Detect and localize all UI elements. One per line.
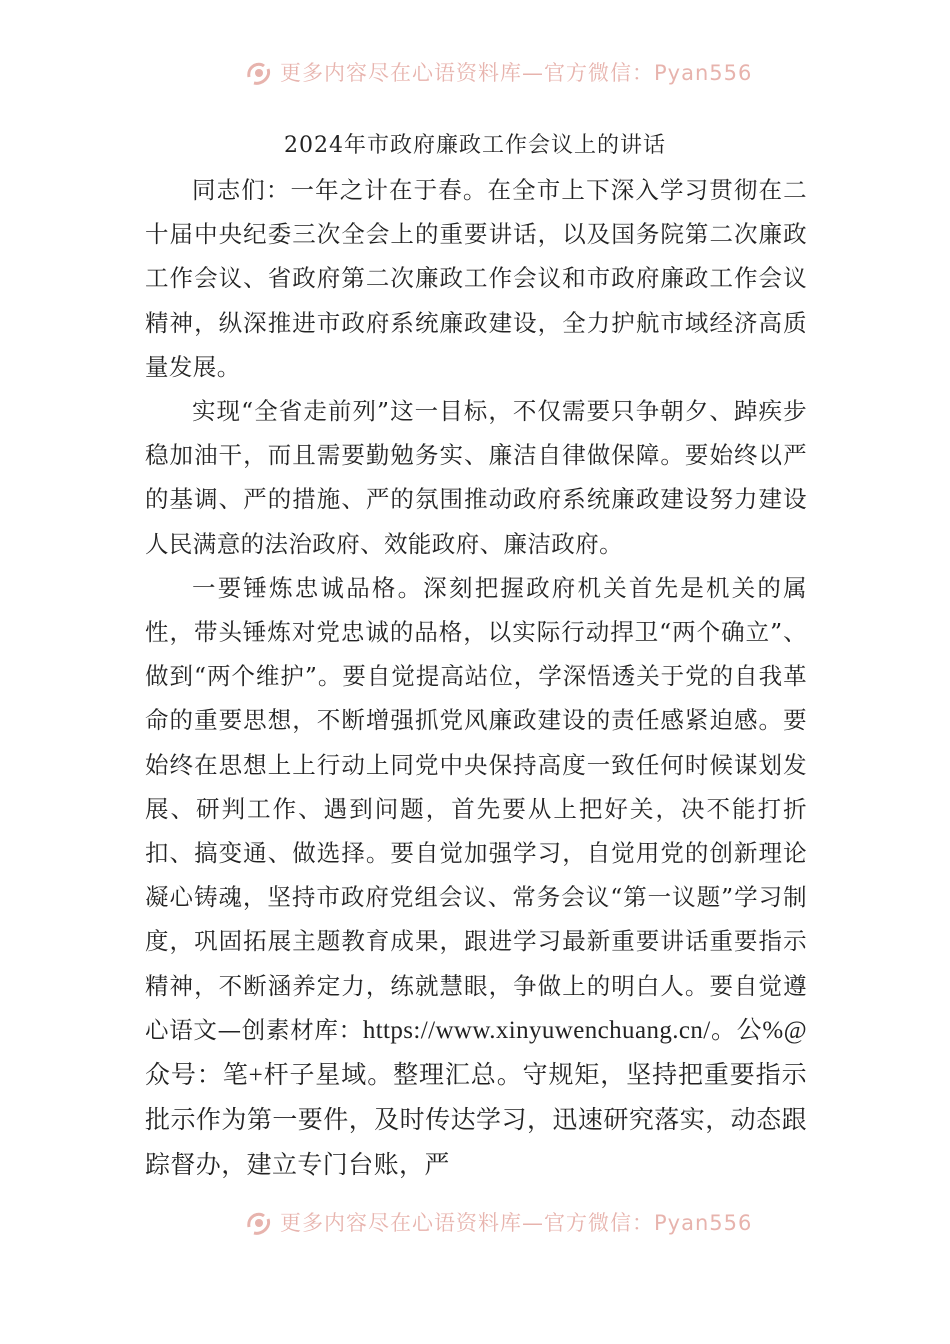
paragraph: 同志们：一年之计在于春。在全市上下深入学习贯彻在二十届中央纪委三次全会上的重要讲话，以及国务院第二次廉政工作会议、省政府第二次廉政工作会议和市政府廉政工作会议精神，纵深推进市政府系统廉政建设，全力护航市域经济高质量发展。 <box>145 176 807 381</box>
watermark-text: 更多内容尽在心语资料库—官方微信：Pyan556 <box>280 1211 753 1235</box>
watermark-content <box>244 56 752 88</box>
paragraph-url-text: https://www.xinyuwenchuang.cn/。公%@众号：笔+杆子星域。整理汇总。守规矩，坚持把重要指示批示作为第一要件，及时传达学习，迅速研究落实，动态跟踪督办，建立专门台账，严 <box>145 1016 807 1180</box>
watermark-text: 更多内容尽在心语资料库—官方微信：Pyan556 <box>280 61 753 85</box>
logo-icon <box>244 1207 274 1237</box>
paragraph <box>145 566 807 1189</box>
document-body <box>145 168 807 1189</box>
logo-icon <box>244 57 274 87</box>
document-title: 2024年市政府廉政工作会议上的讲话 <box>284 133 666 158</box>
paragraph-text: 一要锤炼忠诚品格。深刻把握政府机关首先是机关的属性，带头锤炼对党忠诚的品格，以实际行动捍卫“两个确立”、做到“两个维护”。要自觉提高站位，学深悟透关于党的自我革命的重要思想，不断增强抓党风廉政建设的责任感紧迫感。要始终在思想上上行动上同党中央保持高度一致任何时候谋划发展、研判工作、遇到问题，首先要从上把好关，决不能打折扣、搞变通、做选择。要自觉加强学习，自觉用党的创新理论凝心铸魂，坚持市政府党组会议、常务会议“第一议题”学习制度，巩固拓展主题教育成果，跟进学习最新重要讲话重要指示精神，不断涵养定力，练就慧眼，争做上的明白人。要自觉遵心语文—创素材库： <box>145 573 807 1044</box>
paragraph: 实现“全省走前列”这一目标，不仅需要只争朝夕、踔疾步稳加油干，而且需要勤勉务实、廉洁自律做保障。要始终以严的基调、严的措施、严的氛围推动政府系统廉政建设努力建设人民满意的法治政府、效能政府、廉洁政府。 <box>145 397 807 558</box>
watermark-header <box>0 56 950 88</box>
watermark-content <box>244 1206 752 1238</box>
watermark-footer <box>0 1206 950 1238</box>
